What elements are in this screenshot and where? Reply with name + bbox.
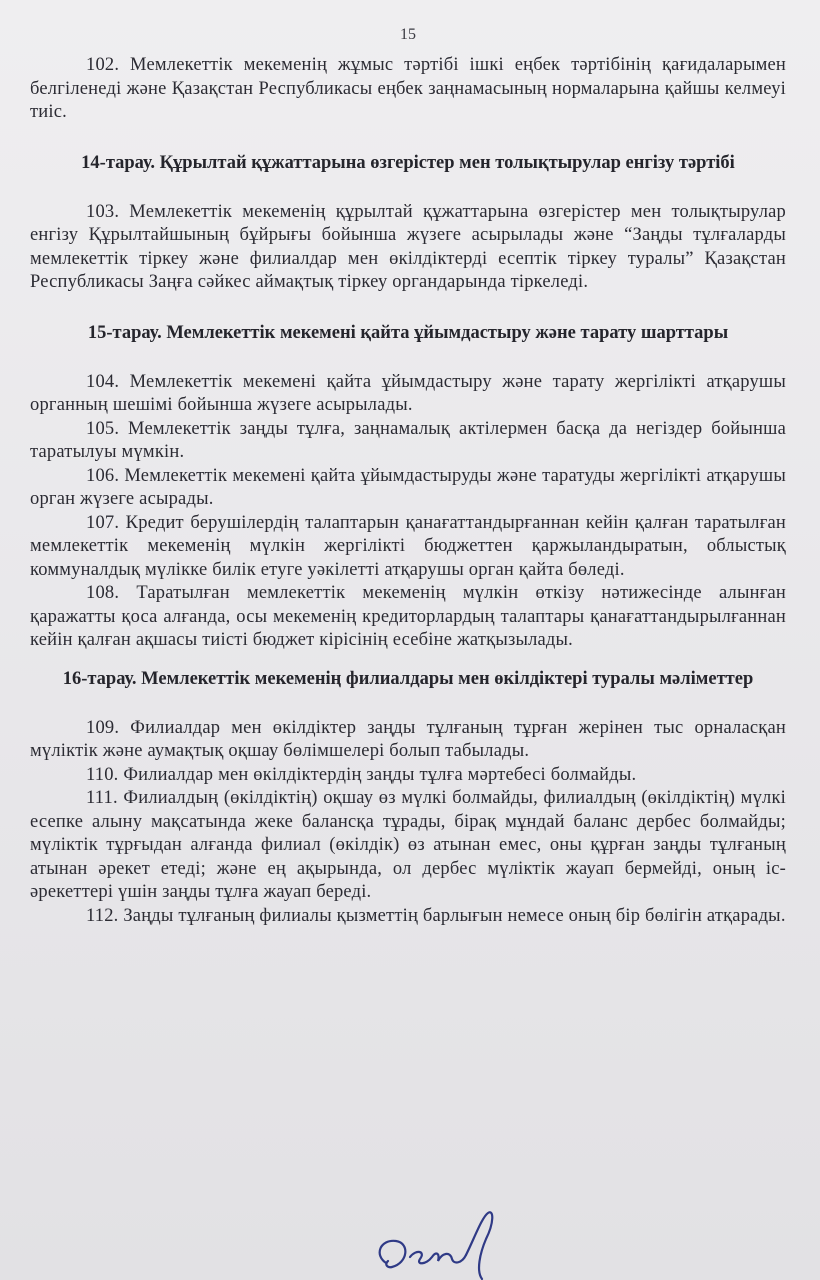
paragraph-108: 108. Таратылған мемлекеттік мекеменің мүлкін өткізу нәтижесінде алынған қаражатты қоса алғанда, осы мекеменің кредиторлардың талаптары қанағаттандырылғаннан кейін қалған ақшасы тиісті бюджет кірісінің есебіне жатқызылады.: [30, 583, 786, 650]
paragraph-107: 107. Кредит берушілердің талаптарын қанағаттандырғаннан кейін қалған таратылған мемлекеттік мекеменің мүлкін жергілікті бюджеттен қаржыландыратын, облыстық коммуналдық мүлікке билік етуге уәкілетті атқарушы орган қайта бөледі.: [30, 512, 786, 580]
paragraph-106: 106. Мемлекеттік мекемені қайта ұйымдастыруды және таратуды жергілікті атқарушы орган жүзеге асырады.: [30, 465, 786, 509]
chapter-15-heading: 15-тарау. Мемлекеттік мекемені қайта ұйымдастыру және тарату шарттары: [87, 322, 729, 343]
paragraph-112: 112. Заңды тұлғаның филиалы қызметтің барлығын немесе оның бір бөлігін атқарады.: [86, 905, 786, 926]
paragraph-111: 111. Филиалдың (өкілдіктің) оқшау өз мүлкі болмайды, филиалдың (өкілдіктің) мүлкі есепке алыну мақсатында жеке балансқа тұрады, бірақ мұндай баланс дербес болмайды; мүліктік тұрғыдан алғанда филиал (өкілдік) өз атынан емес, оны құрған заңды тұлғаның атынан әрекет етеді; және ең ақырында, ол дербес мүліктік жауап бермейді, оның іс-әрекеттері үшін заңды тұлға жауап береді.: [30, 788, 786, 902]
paragraph-104: 104. Мемлекеттік мекемені қайта ұйымдастыру және тарату жергілікті атқарушы органның шешімі бойынша жүзеге асырылады.: [30, 371, 786, 415]
paragraph-103: 103. Мемлекеттік мекеменің құрылтай құжаттарына өзгерістер мен толықтырулар енгізу Құрылтайшының бұйрығы бойынша жүзеге асырылады және “Заңды тұлғаларды мемлекеттік тіркеу және филиалдар мен өкілдіктерді есептік тіркеу туралы” Қазақстан Республикасы Заңға сәйкес аймақтық тіркеу органдарында тіркеледі.: [30, 201, 786, 292]
paragraph-105: 105. Мемлекеттік заңды тұлға, заңнамалық актілермен басқа да негіздер бойынша таратылуы мүмкін.: [30, 418, 786, 462]
paragraph-102: 102. Мемлекеттік мекеменің жұмыс тәртібі ішкі еңбек тәртібінің қағидаларымен белгіленеді және Қазақстан Республикасы еңбек заңнамасының нормаларына қайшы келмеуі тиіс.: [30, 55, 786, 122]
paragraph-110: 110. Филиалдар мен өкілдіктердің заңды тұлға мәртебесі болмайды.: [86, 764, 637, 785]
paragraph-109: 109. Филиалдар мен өкілдіктер заңды тұлғаның тұрған жерінен тыс орналасқан мүліктік және аумақтық оқшау бөлімшелері болып табылады.: [30, 717, 786, 761]
chapter-16-heading: 16-тарау. Мемлекеттік мекеменің филиалдары мен өкілдіктері туралы мәліметтер: [62, 668, 754, 689]
page-number: 15: [400, 26, 416, 43]
chapter-14-heading: 14-тарау. Құрылтай құжаттарына өзгерістер мен толықтырулар енгізу тәртібі: [81, 152, 735, 173]
handwritten-signature: [370, 1205, 510, 1280]
